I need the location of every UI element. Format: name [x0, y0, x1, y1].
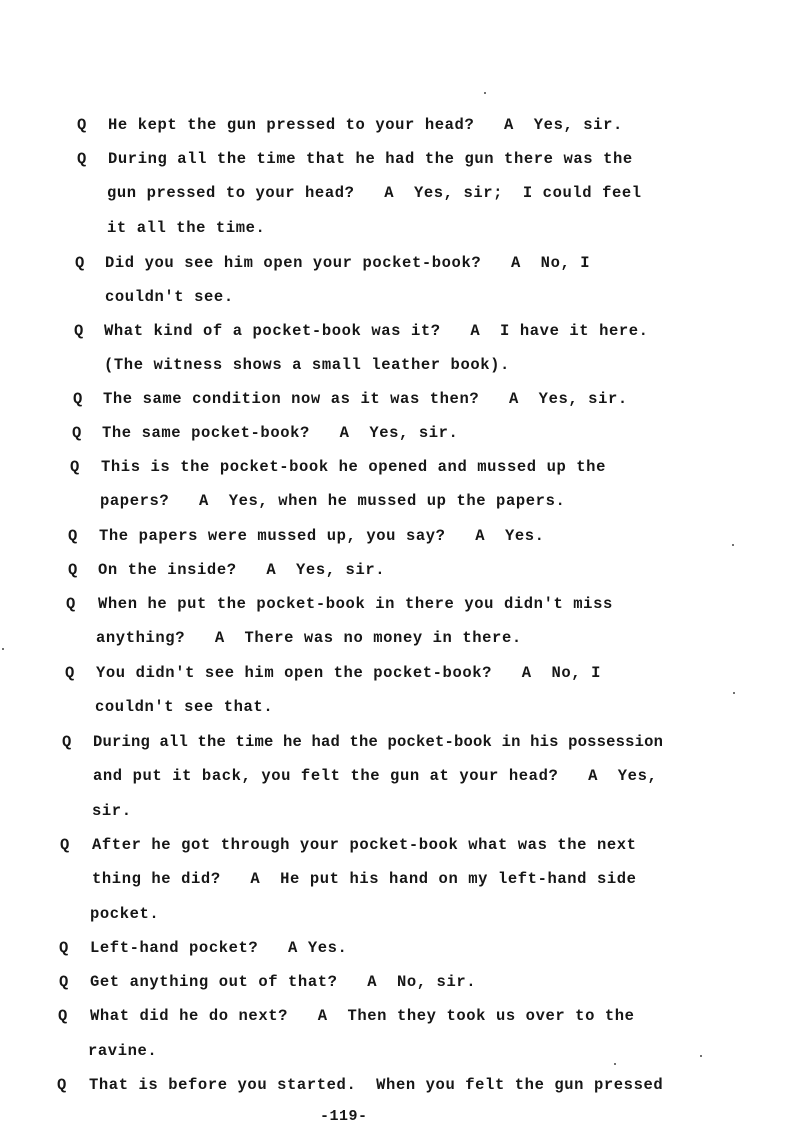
- question-marker: Q: [77, 116, 87, 134]
- question-marker: Q: [70, 458, 80, 476]
- scan-artifact: [700, 1055, 702, 1057]
- question-marker: Q: [59, 973, 69, 991]
- transcript-line: Get anything out of that? A No, sir.: [90, 973, 477, 991]
- transcript-line: sir.: [92, 802, 132, 820]
- transcript-line: papers? A Yes, when he mussed up the papers.: [100, 492, 566, 510]
- question-marker: Q: [74, 322, 84, 340]
- question-marker: Q: [60, 836, 70, 854]
- transcript-line: This is the pocket-book he opened and mussed up the: [101, 458, 606, 476]
- transcript-line: What did he do next? A Then they took us over to the: [90, 1007, 635, 1025]
- transcript-line: thing he did? A He put his hand on my left-hand side: [92, 870, 637, 888]
- transcript-line: anything? A There was no money in there.: [96, 629, 522, 647]
- question-marker: Q: [66, 595, 76, 613]
- transcript-line: During all the time that he had the gun there was the: [108, 150, 633, 168]
- question-marker: Q: [57, 1076, 67, 1094]
- question-marker: Q: [58, 1007, 68, 1025]
- transcript-line: The papers were mussed up, you say? A Yes.: [99, 527, 545, 545]
- transcript-line: and put it back, you felt the gun at your head? A Yes,: [93, 767, 658, 785]
- transcript-line: The same pocket-book? A Yes, sir.: [102, 424, 459, 442]
- transcript-line: When he put the pocket-book in there you didn't miss: [98, 595, 613, 613]
- transcript-line: ravine.: [88, 1042, 158, 1060]
- scan-artifact: [484, 92, 486, 94]
- question-marker: Q: [59, 939, 69, 957]
- transcript-line: (The witness shows a small leather book).: [104, 356, 510, 374]
- scan-artifact: [614, 1063, 616, 1065]
- question-marker: Q: [62, 733, 72, 751]
- transcript-line: After he got through your pocket-book what was the next: [92, 836, 637, 854]
- question-marker: Q: [65, 664, 75, 682]
- scan-artifact: [2, 648, 4, 650]
- transcript-line: couldn't see that.: [95, 698, 274, 716]
- transcript-line: During all the time he had the pocket-book in his possession: [93, 733, 664, 751]
- transcript-line: Left-hand pocket? A Yes.: [90, 939, 348, 957]
- question-marker: Q: [68, 527, 78, 545]
- scan-artifact: [733, 692, 735, 694]
- transcript-line: couldn't see.: [105, 288, 234, 306]
- question-marker: Q: [73, 390, 83, 408]
- transcript-line: gun pressed to your head? A Yes, sir; I could feel: [107, 184, 642, 202]
- transcript-line: What kind of a pocket-book was it? A I have it here.: [104, 322, 649, 340]
- scan-artifact: [732, 544, 734, 546]
- transcript-line: Did you see him open your pocket-book? A No, I: [105, 254, 591, 272]
- transcript-line: You didn't see him open the pocket-book? A No, I: [96, 664, 601, 682]
- question-marker: Q: [68, 561, 78, 579]
- question-marker: Q: [77, 150, 87, 168]
- transcript-line: That is before you started. When you felt the gun pressed: [89, 1076, 664, 1094]
- question-marker: Q: [75, 254, 85, 272]
- transcript-line: it all the time.: [107, 219, 266, 237]
- transcript-line: He kept the gun pressed to your head? A Yes, sir.: [108, 116, 623, 134]
- transcript-line: pocket.: [90, 905, 160, 923]
- transcript-line: On the inside? A Yes, sir.: [98, 561, 386, 579]
- question-marker: Q: [72, 424, 82, 442]
- transcript-line: The same condition now as it was then? A Yes, sir.: [103, 390, 628, 408]
- page-number: -119-: [320, 1108, 368, 1125]
